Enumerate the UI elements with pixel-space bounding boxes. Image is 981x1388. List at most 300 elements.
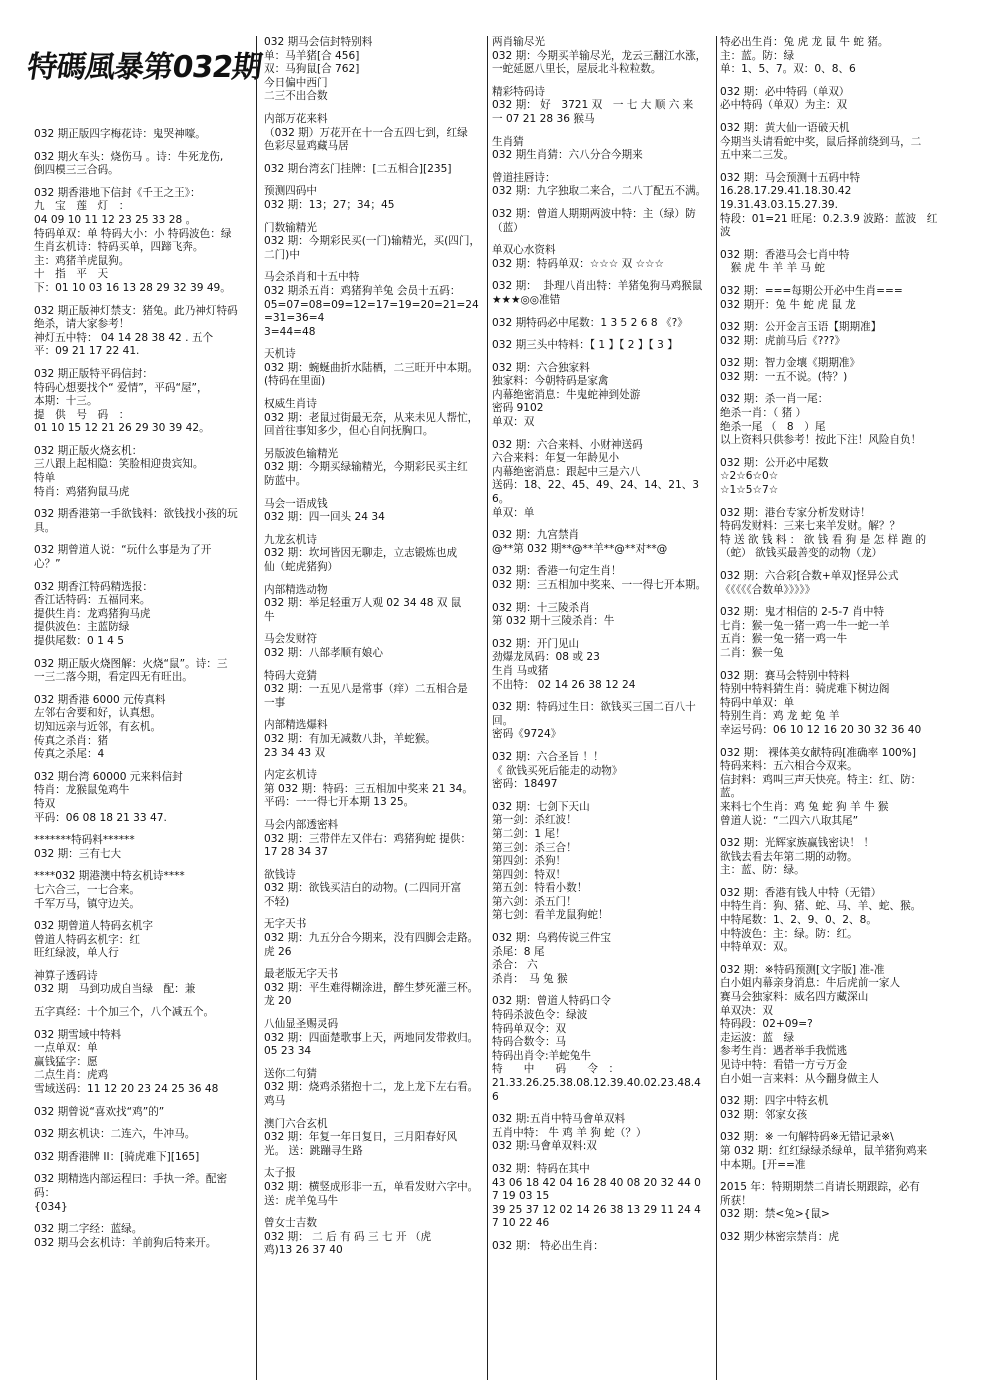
text-line: 第四剑：杀狗！ bbox=[492, 855, 567, 868]
text-block bbox=[264, 670, 484, 711]
text-line: 032 期:五肖中特马會单双料 bbox=[492, 1113, 626, 1126]
text-block bbox=[264, 584, 484, 625]
text-line: 曾道人说：“二四六八取其尾” bbox=[720, 814, 859, 827]
text-line: 032 期：香港马会七肖中特 bbox=[720, 248, 850, 261]
text-block bbox=[264, 869, 484, 910]
text-line: 密码《9724》 bbox=[492, 728, 562, 741]
text-block bbox=[720, 1231, 948, 1245]
text-line: 二点生肖：虎鸡 bbox=[34, 1069, 109, 1082]
text-line: 二肖：猴一兔 bbox=[720, 646, 784, 659]
text-line: 猴 虎 牛 羊 羊 马 蛇 bbox=[720, 262, 825, 275]
text-line: 提 供 号 码 ： bbox=[34, 408, 130, 421]
text-line: 送码：18、22、45、49、24、14、21、36。 bbox=[492, 479, 700, 506]
text-line: 以上资料只供参考！按此下注！风险自负！ bbox=[720, 434, 922, 447]
text-line: 032 期：公开必中尾数 bbox=[720, 456, 829, 469]
text-line: 来料七个生肖：鸡 兔 蛇 狗 羊 牛 猴 bbox=[720, 800, 889, 813]
text-line: 九龙玄机诗 bbox=[264, 533, 317, 546]
text-line: 第 032 期：特码：三五相加中奖来 21 34。 bbox=[264, 782, 473, 795]
text-block bbox=[264, 1167, 484, 1208]
column-divider bbox=[256, 36, 257, 1380]
text-line: 单双：双 bbox=[492, 416, 535, 429]
text-line: 032 期：四一回头 24 34 bbox=[264, 511, 385, 524]
text-block bbox=[492, 317, 712, 331]
text-line: 第 032 期十三陵杀肖：牛 bbox=[492, 615, 615, 628]
text-line: 032 期：平生难得糊涂进，醉生梦死灌三杯。 bbox=[264, 981, 479, 994]
text-line: 032 期：今期买绿输精光，今期彩民买主红 bbox=[264, 461, 468, 474]
text-line: 传真之杀肖：猪 bbox=[34, 734, 109, 747]
text-line: 032 期：※特码预测[文字版] 准-准 bbox=[720, 963, 885, 976]
text-block bbox=[34, 1128, 246, 1142]
text-line: 十 指 平 天 bbox=[34, 268, 109, 281]
text-block bbox=[264, 534, 484, 575]
text-block bbox=[720, 1181, 948, 1222]
text-block bbox=[720, 1131, 948, 1172]
text-block bbox=[264, 271, 484, 339]
text-line: 不轻) bbox=[264, 895, 290, 908]
text-line: 032 期少林密宗禁肖：虎 bbox=[720, 1230, 839, 1243]
text-line: 传真之杀尾：4 bbox=[34, 748, 105, 761]
text-line: 虎 26 bbox=[264, 945, 292, 958]
text-block bbox=[720, 457, 948, 498]
text-line: 032 期：光辉家族赢钱密诀！ ！ bbox=[720, 837, 875, 850]
text-line: 032 期香港地下信封《千王之王》： bbox=[34, 186, 201, 199]
text-line: 7 10 22 46 bbox=[492, 1217, 550, 1230]
text-line: 七六合三，一七合来。 bbox=[34, 883, 140, 896]
text-line: 门数输精光 bbox=[264, 221, 317, 234]
text-block bbox=[264, 398, 484, 439]
text-line: 单双决：双 bbox=[720, 1004, 773, 1017]
text-line: 特 送 欲 钱 料 ： 欲 钱 看 狗 是 怎 样 跑 的 bbox=[720, 533, 927, 546]
text-line: 032 期：曾道人特码口令 bbox=[492, 995, 611, 1008]
text-line: 精彩特码诗 bbox=[492, 85, 545, 98]
text-line: 权威生肖诗 bbox=[264, 398, 317, 411]
text-line: 马会内部透密料 bbox=[264, 818, 339, 831]
text-block bbox=[720, 964, 948, 1086]
text-block bbox=[34, 834, 246, 861]
text-line: 032 期：四面楚歌事上天，两地同发带救归。 bbox=[264, 1031, 479, 1044]
text-block bbox=[720, 249, 948, 276]
text-line: 特码杀波色令：绿波 bbox=[492, 1009, 588, 1022]
text-line: 仙（蛇虎猪狗） bbox=[264, 561, 339, 573]
text-line: 16.28.17.29.41.18.30.42 bbox=[720, 185, 852, 198]
text-line: 032 期正版火烧玄机： bbox=[34, 444, 143, 457]
text-line: 特肖：鸡猪狗鼠马虎 bbox=[34, 485, 130, 498]
text-line: 三八跟上起相隐：笑脸相迎贵宾知。 bbox=[34, 458, 204, 471]
text-line: 032 期：三五相加中奖来、一一得七开本期。 bbox=[492, 579, 707, 591]
text-block bbox=[720, 747, 948, 829]
text-line: 032 期玄机诀：二连六，牛冲马。 bbox=[34, 1128, 196, 1141]
text-line: 032 期：必中特码（单双） bbox=[720, 85, 850, 98]
text-line: 五字真经：十个加三个，八个减五个。 bbox=[34, 1006, 215, 1019]
text-line: ****032 期港澳中特玄机诗**** bbox=[34, 870, 185, 883]
column-4 bbox=[720, 36, 948, 1380]
text-line: 澳门六合玄机 bbox=[264, 1117, 328, 1130]
text-line: 曾道挂唇诗： bbox=[492, 171, 556, 184]
text-line: 3=44=48 bbox=[264, 325, 316, 338]
text-line: 必中特码（单双）为主：双 bbox=[720, 99, 848, 112]
text-line: 《《《《《合数单》》》》》 bbox=[720, 583, 816, 596]
text-line: (特码在里面) bbox=[264, 375, 326, 388]
text-line: 032 期：六合圣旨 ！！ bbox=[492, 750, 604, 763]
text-block bbox=[492, 208, 712, 235]
text-line: 032 期：赛马会特别中特料 bbox=[720, 669, 850, 682]
text-line: 032 期：六合彩[合数+单双]怪异公式 bbox=[720, 570, 899, 582]
text-line: 曾道人特码玄机字：红 bbox=[34, 933, 140, 946]
text-block bbox=[720, 670, 948, 738]
text-line: 千军万马，镇守边关。 bbox=[34, 897, 140, 910]
text-line: 032 期：坎坷皆因无聊走，立志锻炼也成 bbox=[264, 547, 458, 560]
text-line: @**第 032 期**@**羊**@**对**@ bbox=[492, 542, 668, 555]
text-line: 032 期：智力金壤《期期准》 bbox=[720, 357, 861, 370]
text-line: 一点单双：单 bbox=[34, 1042, 98, 1055]
text-block bbox=[34, 581, 246, 649]
text-line: 赛马会独家料：威名四方藏深山 bbox=[720, 991, 869, 1004]
text-line: 一 07 21 28 36 猴马 bbox=[492, 112, 595, 125]
text-line: 特码大竞猜 bbox=[264, 669, 317, 682]
text-block bbox=[492, 529, 712, 556]
text-line: 032 期： 特必出生肖： bbox=[492, 1239, 604, 1252]
text-line: 内部精选爆料 bbox=[264, 719, 328, 732]
text-line: 特码单双令：双 bbox=[492, 1022, 567, 1035]
text-line: 一三二落今期，看定四无有旺出。 bbox=[34, 671, 193, 684]
text-line: 劲爆龙凤码：08 或 23 bbox=[492, 651, 600, 664]
text-block bbox=[720, 321, 948, 348]
text-block bbox=[264, 1068, 484, 1109]
text-line: 21.33.26.25.38.08.12.39.40.02.23.48.4 bbox=[492, 1077, 701, 1089]
text-line: 032 期香港牌 II：[骑虎难下][165] bbox=[34, 1150, 200, 1163]
text-block bbox=[34, 368, 246, 436]
text-line: 032 期：欲钱买洁白的动物。(二四同开富 bbox=[264, 882, 462, 895]
text-line: 第一剑：杀红波！ bbox=[492, 814, 577, 827]
text-block bbox=[492, 244, 712, 271]
text-line: 39 25 37 12 02 14 26 38 13 29 11 24 4 bbox=[492, 1203, 701, 1216]
text-line: 032 期：特码单双：☆☆☆ 双 ☆☆☆ bbox=[492, 257, 665, 270]
text-line: 今期当头请看蛇中奖，鼠后择前绕到马，二 bbox=[720, 135, 922, 148]
text-block bbox=[34, 771, 246, 825]
text-line: 马会发财符 bbox=[264, 633, 317, 646]
text-line: 032 期曾道人说：“玩什么事是为了开 bbox=[34, 544, 212, 557]
text-line: 走运波：蓝 绿 bbox=[720, 1031, 795, 1044]
text-line: 032 期：蜿蜒曲折水陆栖，二三旺开中本期。 bbox=[264, 361, 479, 374]
text-line: 032 期 马到功成自当绿 配：兼 bbox=[34, 983, 196, 996]
text-line: 防蓝中。 bbox=[264, 475, 307, 488]
column-divider bbox=[716, 36, 717, 1380]
text-line: 特码发财料：三来七来羊发财。解？？ bbox=[720, 520, 901, 533]
text-line: 绝杀一尾 （ 8 ）尾 bbox=[720, 420, 826, 433]
text-line: 032 期三头中特料：【 1 】【 2 】【 3 】 bbox=[492, 339, 678, 352]
text-line: 神算子透码诗 bbox=[34, 969, 98, 982]
text-line: 第七剑：看羊龙鼠狗蛇！ bbox=[492, 909, 609, 922]
text-line: 主：鸡猪羊虎鼠狗。 bbox=[34, 254, 130, 267]
text-line: 光。 送：跳蹦寻生路 bbox=[264, 1144, 363, 1157]
text-line: 神灯五中特： 04 14 28 38 42 . 五个 bbox=[34, 331, 214, 344]
text-line: 一蛇延愿八里长，屋辰北斗粒粒数。 bbox=[492, 63, 662, 76]
text-line: 特码单双：单 特码大小：小 特码波色：绿 bbox=[34, 227, 232, 240]
text-block bbox=[264, 222, 484, 263]
text-line: 032 期：年复一年日复日，三月阳春好风 bbox=[264, 1131, 458, 1144]
text-line: 特 中 码 令 ： bbox=[492, 1063, 620, 1076]
text-line: 幸运号码：06 10 12 16 20 30 32 36 40 bbox=[720, 723, 922, 736]
text-line: 提供波色：主蓝防绿 bbox=[34, 621, 130, 634]
text-line: 中特单双：双。 bbox=[720, 941, 795, 954]
text-line: 倒四模三三合码。 bbox=[34, 164, 119, 177]
text-line: 六合来料：年复一年龄见小 bbox=[492, 452, 620, 465]
text-line: 特双 bbox=[34, 797, 56, 810]
text-block bbox=[492, 280, 712, 307]
text-block bbox=[264, 163, 484, 177]
text-block bbox=[264, 498, 484, 525]
text-block bbox=[720, 86, 948, 113]
text-line: 牛 bbox=[264, 610, 275, 623]
text-block bbox=[264, 819, 484, 860]
text-line: 032 期： 卦理八肖出特：羊猪兔狗马鸡猴鼠 bbox=[492, 280, 703, 293]
text-line: 032 期：===每期公开必中生肖=== bbox=[720, 284, 903, 297]
text-line: 绝杀，请大家参考！ bbox=[34, 318, 130, 331]
text-line: 032 期：六合独家料 bbox=[492, 361, 590, 374]
text-block bbox=[34, 508, 246, 535]
text-line: 五中来二三发。 bbox=[720, 149, 795, 162]
text-line: 白小姐一言来料：从今翻身做主人 bbox=[720, 1072, 879, 1085]
text-line: （蛇） 欲钱买最善变的动物（龙） bbox=[720, 547, 883, 560]
text-line: 032 期台湾玄门挂牌：[二五相合][235] bbox=[264, 162, 452, 175]
text-line: 032 期：虎前马后《???》 bbox=[720, 334, 846, 347]
text-line: 内幕绝密消息：牛鬼蛇神到处游 bbox=[492, 388, 641, 401]
text-line: 032 期：十三陵杀肖 bbox=[492, 601, 590, 614]
text-line: 032 期特码必中尾数：1 3 5 2 6 8 《?》 bbox=[492, 316, 688, 329]
text-line: 赢钱猛字：愿 bbox=[34, 1055, 98, 1068]
text-line: 密码：18497 bbox=[492, 778, 558, 791]
text-block bbox=[34, 870, 246, 911]
text-line: 第六剑：杀五门！ bbox=[492, 895, 577, 908]
text-line: 七肖：猴一兔一猪一鸡一牛一蛇一羊 bbox=[720, 619, 890, 632]
text-block bbox=[34, 1106, 246, 1120]
text-line: 032 期：公开金言玉语【期期准】 bbox=[720, 321, 882, 334]
text-line: 特肖：龙猴鼠兔鸡牛 bbox=[34, 784, 130, 797]
text-line: 032 期香港 6000 元传真料 bbox=[34, 693, 166, 706]
text-line: 马会一语成钱 bbox=[264, 497, 328, 510]
text-line: 五肖中特： 牛 鸡 羊 狗 蛇（？） bbox=[492, 1126, 647, 1139]
text-line: 17 28 34 37 bbox=[264, 846, 329, 859]
text-line: 第五剑：特看小数！ bbox=[492, 882, 588, 895]
text-line: 032 期：曾道人期期两波中特：主（绿）防 bbox=[492, 207, 696, 220]
text-line: 032 期香江特码精选报： bbox=[34, 580, 153, 593]
text-line: 032 期曾说“喜欢找“鸡”的” bbox=[34, 1105, 165, 1118]
text-line: 032 期马会玄机诗：羊前狗后特来开。 bbox=[34, 1236, 217, 1249]
text-line: 032 期：特码在其中 bbox=[492, 1162, 590, 1175]
text-block bbox=[492, 602, 712, 629]
text-line: 两肖输尽光 bbox=[492, 36, 545, 48]
text-line: 032 期：九五分合今期来，没有四脚会走路。 bbox=[264, 932, 479, 945]
text-line: 032 期：港台专家分析发财诗！ bbox=[720, 506, 871, 519]
text-line: 032 期雪域中特料 bbox=[34, 1028, 122, 1041]
text-line: 单双：单 bbox=[492, 506, 535, 519]
text-block bbox=[720, 837, 948, 878]
text-line: 032 期：烧鸡杀猪抱十二，龙上龙下左右看。 bbox=[264, 1081, 479, 1094]
text-line: 生肖 马或猪 bbox=[492, 664, 549, 677]
text-block bbox=[264, 769, 484, 810]
text-line: （032 期）万花开在十一合五四七到，红绿 bbox=[264, 126, 468, 139]
text-line: 032 期马会信封特别料 bbox=[264, 36, 373, 48]
text-block bbox=[720, 1095, 948, 1122]
text-line: 密码 9102 bbox=[492, 402, 544, 415]
text-line: 中特波色：主：绿。防：红。 bbox=[720, 927, 858, 940]
text-block bbox=[720, 357, 948, 384]
text-line: 八仙显圣赐灵码 bbox=[264, 1018, 339, 1031]
text-block bbox=[492, 1240, 712, 1254]
text-line: 032 期开：兔 牛 蛇 虎 鼠 龙 bbox=[720, 298, 856, 311]
text-line: 提供生肖：龙鸡猪狗马虎 bbox=[34, 607, 151, 620]
text-block bbox=[34, 305, 246, 359]
text-block bbox=[34, 1029, 246, 1097]
text-line: 太子报 bbox=[264, 1167, 296, 1180]
text-block bbox=[720, 887, 948, 955]
text-line: 内定玄机诗 bbox=[264, 769, 317, 782]
text-line: 032 期：禁<兔>{鼠> bbox=[720, 1208, 830, 1221]
text-line: 032 期：黄大仙一语破天机 bbox=[720, 121, 850, 134]
text-block bbox=[492, 339, 712, 353]
text-block bbox=[492, 439, 712, 521]
text-line: 032 期正版特平码信封： bbox=[34, 367, 153, 380]
column-2 bbox=[264, 36, 484, 1380]
text-line: 2015 年：特期期禁二肖请长期跟踪，必有 bbox=[720, 1181, 920, 1194]
text-line: 032 期：杀一肖一尾： bbox=[720, 393, 829, 406]
column-divider bbox=[487, 36, 488, 1380]
text-line: 波 bbox=[720, 226, 731, 239]
text-line: 特别中特料猜生肖：骑虎难下树边阁 bbox=[720, 683, 890, 696]
text-line: 具。 bbox=[34, 521, 56, 534]
text-line: 参考生肖：遇者举手我慌逃 bbox=[720, 1045, 848, 1058]
text-line: 032 期:马會单双料:双 bbox=[492, 1140, 597, 1153]
text-block bbox=[264, 448, 484, 489]
text-block bbox=[492, 751, 712, 792]
text-line: 今日偏中西门 bbox=[264, 76, 328, 89]
text-line: 032 期香港第一手欲钱料：欲钱找小孩的玩 bbox=[34, 508, 238, 521]
text-line: 04 09 10 11 12 23 25 33 28 。 bbox=[34, 213, 197, 226]
text-line: 032 期曾道人特码玄机字 bbox=[34, 920, 153, 933]
text-line: 单：1、5、7。双：0、8、6 bbox=[720, 63, 856, 76]
text-line: 左邻右舍要和好，认真想。 bbox=[34, 707, 162, 720]
text-block bbox=[720, 606, 948, 660]
text-block bbox=[720, 285, 948, 312]
text-block bbox=[492, 995, 712, 1104]
text-block bbox=[264, 185, 484, 212]
text-line: 另版波色输精光 bbox=[264, 447, 339, 460]
text-block bbox=[264, 633, 484, 660]
text-block bbox=[34, 1173, 246, 1214]
text-line: 032 期：一五不说。(特？) bbox=[720, 370, 848, 383]
text-line: 主：蓝。防：绿 bbox=[720, 49, 795, 62]
text-line: 不出特： 02 14 26 38 12 24 bbox=[492, 678, 636, 691]
text-line: 032 期：八部孝顺有娘心 bbox=[264, 646, 383, 659]
text-line: 7 19 03 15 bbox=[492, 1190, 550, 1203]
text-line: {034} bbox=[34, 1200, 68, 1213]
text-line: 特码合数令：马 bbox=[492, 1036, 567, 1049]
text-line: 032 期正版火烧图解：火烧“鼠”。诗：三 bbox=[34, 657, 228, 670]
text-line: 杀合： 六 bbox=[492, 959, 538, 972]
column-3 bbox=[492, 36, 712, 1380]
text-line: 23 34 43 双 bbox=[264, 746, 326, 759]
text-line: 无字天书 bbox=[264, 918, 307, 931]
text-line: 所获！ bbox=[720, 1194, 752, 1207]
text-line: 05=07=08=09=12=17=19=20=21=24=31=36=4 bbox=[264, 298, 479, 325]
text-line: 中特尾数：1、2、9、0、2、8。 bbox=[720, 914, 877, 927]
text-block bbox=[492, 701, 712, 742]
text-line: 032 期：三有七大 bbox=[34, 847, 122, 860]
text-block bbox=[264, 113, 484, 154]
text-line: 032 期精选内部运程曰：手执一斧。配密码： bbox=[34, 1173, 228, 1199]
text-line: 01 10 15 12 21 26 29 30 39 42。 bbox=[34, 422, 210, 435]
text-line: 最老版无字天书 bbox=[264, 968, 339, 981]
text-line: 心？” bbox=[34, 558, 61, 571]
text-line: 032 期：一五见八是常事（痒）二五相合是 bbox=[264, 683, 468, 696]
text-line: 欲钱去看去年第二期的动物。 bbox=[720, 850, 858, 863]
text-line: 第二剑：1 尾！ bbox=[492, 827, 566, 840]
text-block bbox=[492, 932, 712, 986]
text-line: 032 期： 二 后 有 码 三 七 开 （虎 bbox=[264, 1230, 432, 1243]
text-line: ★★★◎◎准错 bbox=[492, 293, 561, 306]
text-block bbox=[264, 1217, 484, 1258]
text-line: 032 期：马会预测十五码中特 bbox=[720, 171, 861, 184]
text-line: 中本期。[开==准 bbox=[720, 1158, 806, 1171]
text-block bbox=[34, 970, 246, 997]
text-line: 绝杀一肖：（ 猪 ） bbox=[720, 407, 807, 420]
text-line: 032 期正版四字梅花诗：鬼哭神嚎。 bbox=[34, 128, 206, 140]
text-block bbox=[264, 1118, 484, 1159]
text-line: 平码：一一得七开本期 13 25。 bbox=[264, 796, 415, 809]
text-line: 032 期：香港一句定生肖！ bbox=[492, 565, 622, 578]
text-line: 05 23 34 bbox=[264, 1045, 312, 1058]
text-block bbox=[264, 918, 484, 959]
text-block bbox=[264, 719, 484, 760]
text-line: 二三不出合数 bbox=[264, 90, 328, 103]
text-block bbox=[720, 36, 948, 77]
text-line: 032 期：13；27；34；45 bbox=[264, 198, 395, 211]
page-title: 特碼風暴第032期 bbox=[25, 50, 264, 85]
text-block bbox=[720, 507, 948, 561]
text-line: 九 宝 莲 灯 ： bbox=[34, 200, 130, 213]
text-block bbox=[492, 638, 712, 692]
text-block bbox=[34, 658, 246, 685]
text-line: 032 期：特码过生日：欲钱买三国二百八十 bbox=[492, 701, 696, 714]
text-block bbox=[720, 393, 948, 447]
text-block bbox=[264, 1018, 484, 1059]
text-line: 鸡马 bbox=[264, 1095, 286, 1107]
text-line: 色彩尽显鸡藏马居 bbox=[264, 140, 349, 153]
text-block bbox=[492, 362, 712, 430]
text-line: 032 期：九宫禁肖 bbox=[492, 529, 580, 542]
text-block bbox=[492, 565, 712, 592]
text-line: 43 06 18 42 04 16 28 40 08 20 32 44 0 bbox=[492, 1176, 701, 1189]
text-block bbox=[34, 1151, 246, 1165]
text-block bbox=[34, 151, 246, 178]
text-line: 天机诗 bbox=[264, 348, 296, 361]
text-line: 特码心想要找个“ 爱情”，平码“屋”， bbox=[34, 381, 208, 394]
text-line: 内幕绝密消息：跟起中三是六八 bbox=[492, 465, 641, 478]
text-line: 032 期：※ 一句解特码※无错记录※\ bbox=[720, 1131, 894, 1144]
text-block bbox=[492, 86, 712, 127]
text-line: 032 期： 裸体美女献特码[准确率 100%] bbox=[720, 746, 916, 759]
text-line: 032 期：有加无减数八卦，羊蛇猴。 bbox=[264, 732, 436, 745]
text-line: 鸡)13 26 37 40 bbox=[264, 1244, 343, 1257]
text-line: 内部万花来料 bbox=[264, 112, 328, 125]
text-line: 杀尾：8 尾 bbox=[492, 945, 545, 958]
text-line: 特单 bbox=[34, 472, 56, 485]
text-line: 032 期生肖猜：六八分合今期来 bbox=[492, 149, 643, 162]
text-block bbox=[492, 801, 712, 923]
text-line: 马会杀肖和十五中特 bbox=[264, 271, 360, 284]
text-line: 特码段：02+09=? bbox=[720, 1018, 813, 1031]
text-line: 切知远亲与近邻，有玄机。 bbox=[34, 720, 162, 733]
